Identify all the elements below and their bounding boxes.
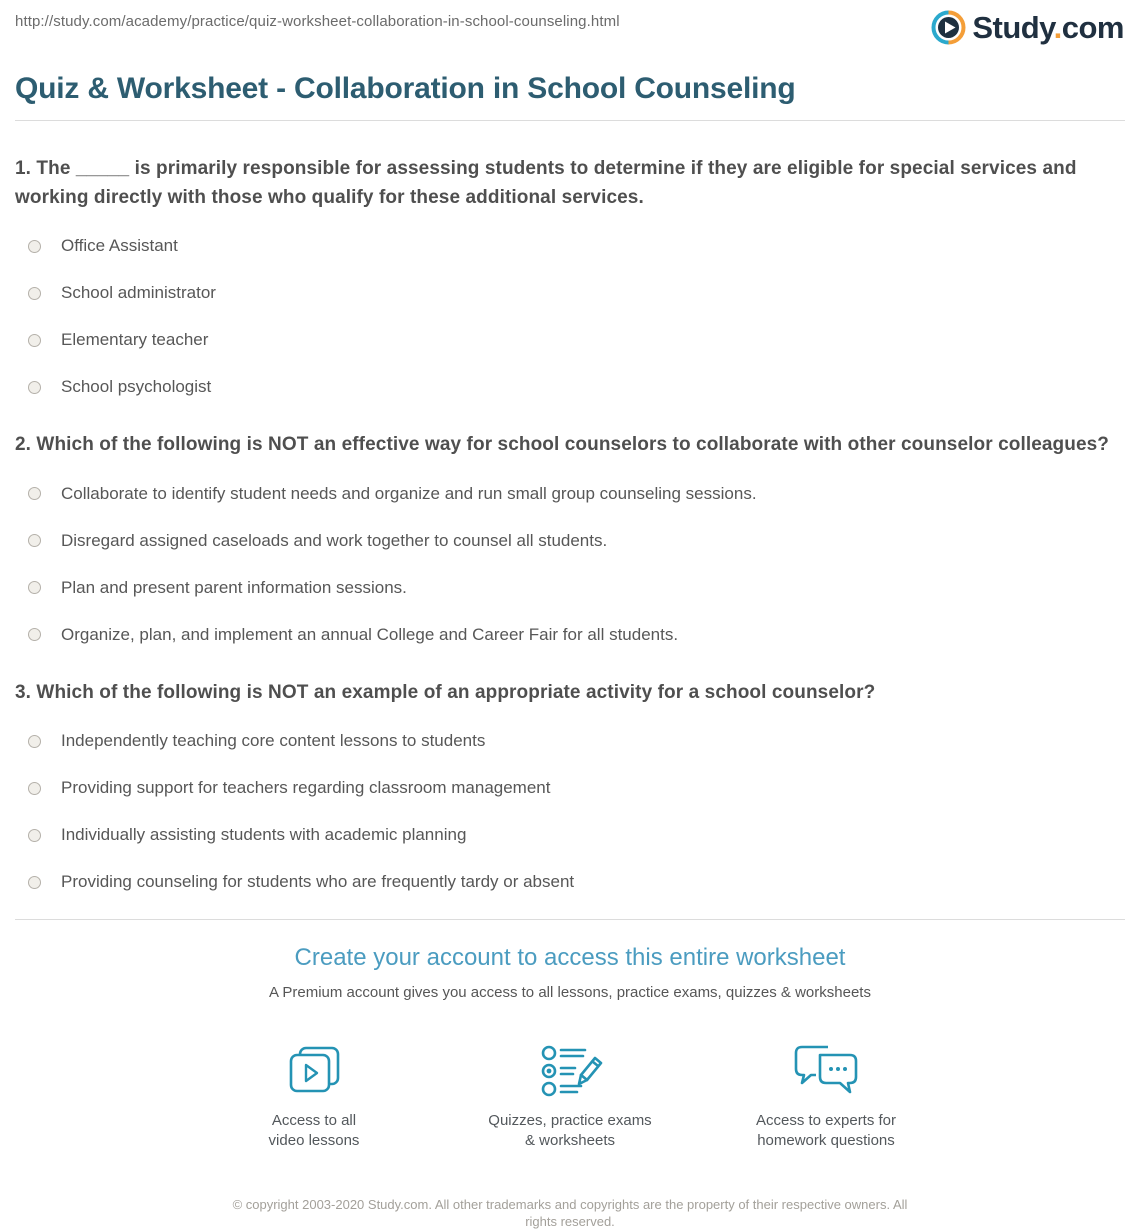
signup-heading[interactable]: Create your account to access this entire worksheet — [294, 944, 846, 971]
question-3-options — [15, 731, 1125, 892]
option-row[interactable] — [28, 377, 1125, 397]
question-2-text: 2. Which of the following is NOT an effective way for school counselors to collaborate with other counselor colleagues? — [15, 434, 1110, 455]
features-row — [0, 1041, 1140, 1152]
radio-button[interactable] — [28, 829, 41, 842]
question-3 — [15, 679, 1125, 893]
option-row[interactable] — [28, 330, 1125, 350]
option-row[interactable] — [28, 236, 1125, 256]
option-label[interactable]: Disregard assigned caseloads and work together to counsel all students. — [61, 530, 608, 550]
option-row[interactable] — [28, 625, 1125, 645]
feature-quizzes-worksheets — [442, 1041, 698, 1152]
feature-video-lessons — [186, 1041, 442, 1152]
option-label[interactable]: Independently teaching core content lessons to students — [61, 731, 486, 750]
radio-button[interactable] — [28, 381, 41, 394]
question-2-options — [15, 484, 1125, 645]
header — [0, 0, 1140, 52]
signup-section — [0, 944, 1140, 1152]
radio-button[interactable] — [28, 735, 41, 748]
page-url: http://study.com/academy/practice/quiz-worksheet-collaboration-in-school-counseling.html — [15, 13, 620, 30]
option-row[interactable] — [28, 778, 1125, 798]
option-label[interactable]: Organize, plan, and implement an annual College and Career Fair for all students. — [61, 624, 679, 644]
option-label[interactable]: Providing counseling for students who are frequently tardy or absent — [61, 872, 575, 891]
copyright-notice: © copyright 2003-2020 Study.com. All other trademarks and copyrights are the property of their respective owners. All rights reserved. — [232, 1196, 908, 1230]
option-label[interactable]: Providing support for teachers regarding classroom management — [61, 778, 551, 797]
option-label[interactable]: School psychologist — [61, 377, 212, 396]
video-lessons-icon — [186, 1041, 442, 1099]
radio-button[interactable] — [28, 782, 41, 795]
radio-button[interactable] — [28, 240, 41, 253]
option-label[interactable]: Individually assisting students with academic planning — [61, 825, 467, 844]
question-2 — [15, 431, 1125, 645]
title-divider — [15, 120, 1125, 121]
radio-button[interactable] — [28, 334, 41, 347]
option-row[interactable] — [28, 872, 1125, 892]
question-1-text: 1. The _____ is primarily responsible for assessing students to determine if they are eligible for special services and working directly with those who qualify for these additional services. — [15, 158, 1077, 208]
option-label[interactable]: Plan and present parent information sessions. — [61, 577, 407, 597]
studycom-logo-text: Study.com — [972, 10, 1124, 45]
question-1-options — [15, 236, 1125, 397]
radio-button[interactable] — [28, 581, 41, 594]
feature-label: Access to experts for homework questions — [755, 1112, 897, 1150]
feature-homework-experts — [698, 1041, 954, 1152]
radio-button[interactable] — [28, 628, 41, 641]
studycom-logo[interactable] — [931, 10, 1124, 45]
radio-button[interactable] — [28, 876, 41, 889]
feature-label: Quizzes, practice exams & worksheets — [488, 1112, 652, 1150]
option-label[interactable]: Office Assistant — [61, 236, 178, 255]
studycom-play-icon — [931, 10, 966, 45]
question-1 — [15, 155, 1125, 397]
chat-experts-icon — [698, 1041, 954, 1099]
feature-label: Access to all video lessons — [268, 1112, 360, 1150]
radio-button[interactable] — [28, 534, 41, 547]
option-row[interactable] — [28, 578, 1125, 598]
option-row[interactable] — [28, 531, 1125, 551]
radio-button[interactable] — [28, 287, 41, 300]
option-row[interactable] — [28, 484, 1125, 504]
option-row[interactable] — [28, 731, 1125, 751]
quizzes-worksheets-icon — [442, 1041, 698, 1099]
option-row[interactable] — [28, 825, 1125, 845]
signup-subheading: A Premium account gives you access to all lessons, practice exams, quizzes & worksheets — [269, 984, 871, 1001]
option-label[interactable]: Collaborate to identify student needs and organize and run small group counseling sessions. — [61, 483, 757, 503]
question-3-text: 3. Which of the following is NOT an example of an appropriate activity for a school counselor? — [15, 681, 876, 703]
page-title: Quiz & Worksheet - Collaboration in School Counseling — [15, 72, 796, 105]
option-label[interactable]: School administrator — [61, 283, 216, 302]
option-label[interactable]: Elementary teacher — [61, 330, 209, 349]
option-row[interactable] — [28, 283, 1125, 303]
radio-button[interactable] — [28, 487, 41, 500]
section-divider — [15, 919, 1125, 920]
